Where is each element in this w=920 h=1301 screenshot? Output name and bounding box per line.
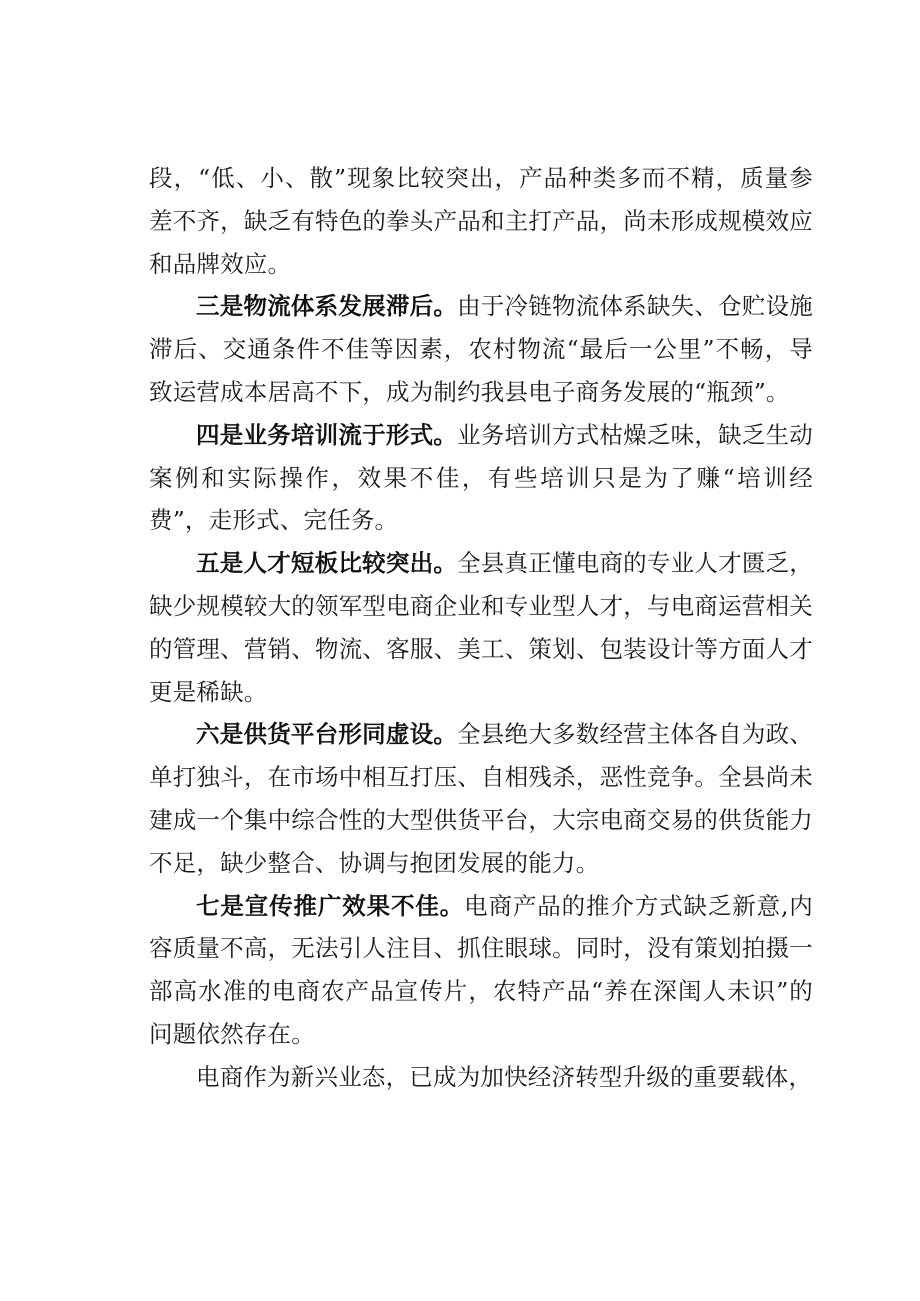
paragraph-lead-heading: 三是物流体系发展滞后。 xyxy=(196,292,458,321)
paragraph-point-4 xyxy=(149,414,813,542)
paragraph-point-7 xyxy=(149,885,813,1056)
paragraph-lead-heading: 六是供货平台形同虚设。 xyxy=(196,720,458,749)
paragraph-point-5 xyxy=(149,542,813,713)
paragraph-text: 段，“低、小、散”现象比较突出，产品种类多而不精，质量参差不齐，缺乏有特色的拳头产品和主打产品，尚未形成规模效应和品牌效应。 xyxy=(149,164,813,278)
paragraph-continuation xyxy=(149,157,813,285)
paragraph-text: 全县真正懂电商的专业人才匮乏，缺少规模较大的领军型电商企业和专业型人才，与电商运营相关的管理、营销、物流、客服、美工、策划、包装设计等方面人才更是稀缺。 xyxy=(149,549,814,706)
paragraph-closing xyxy=(149,1056,813,1099)
paragraph-lead-heading: 五是人才短板比较突出。 xyxy=(196,549,458,578)
paragraph-text: 由于冷链物流体系缺失、仓贮设施滞后、交通条件不佳等因素，农村物流“最后一公里”不畅，导致运营成本居高不下，成为制约我县电子商务发展的“瓶颈”。 xyxy=(149,292,814,406)
paragraph-text: 全县绝大多数经营主体各自为政、单打独斗，在市场中相互打压、自相残杀，恶性竞争。全县尚未建成一个集中综合性的大型供货平台，大宗电商交易的供货能力不足，缺少整合、协调与抱团发展的能力。 xyxy=(149,720,814,877)
paragraph-text: 电商作为新兴业态，已成为加快经济转型升级的重要载体， xyxy=(196,1062,813,1091)
paragraph-text: 电商产品的推介方式缺乏新意,内容质量不高，无法引人注目、抓住眼球。同时，没有策划拍摄一部高水准的电商农产品宣传片，农特产品“养在深闺人未识”的问题依然存在。 xyxy=(149,891,813,1048)
paragraph-point-3 xyxy=(149,285,813,413)
paragraph-text: 业务培训方式枯燥乏味，缺乏生动案例和实际操作，效果不佳，有些培训只是为了赚“培训经费”，走形式、完任务。 xyxy=(149,420,814,535)
paragraph-lead-heading: 四是业务培训流于形式。 xyxy=(196,420,458,449)
paragraph-lead-heading: 七是宣传推广效果不佳。 xyxy=(196,891,465,920)
paragraph-point-6 xyxy=(149,713,813,884)
document-body xyxy=(149,157,813,1099)
